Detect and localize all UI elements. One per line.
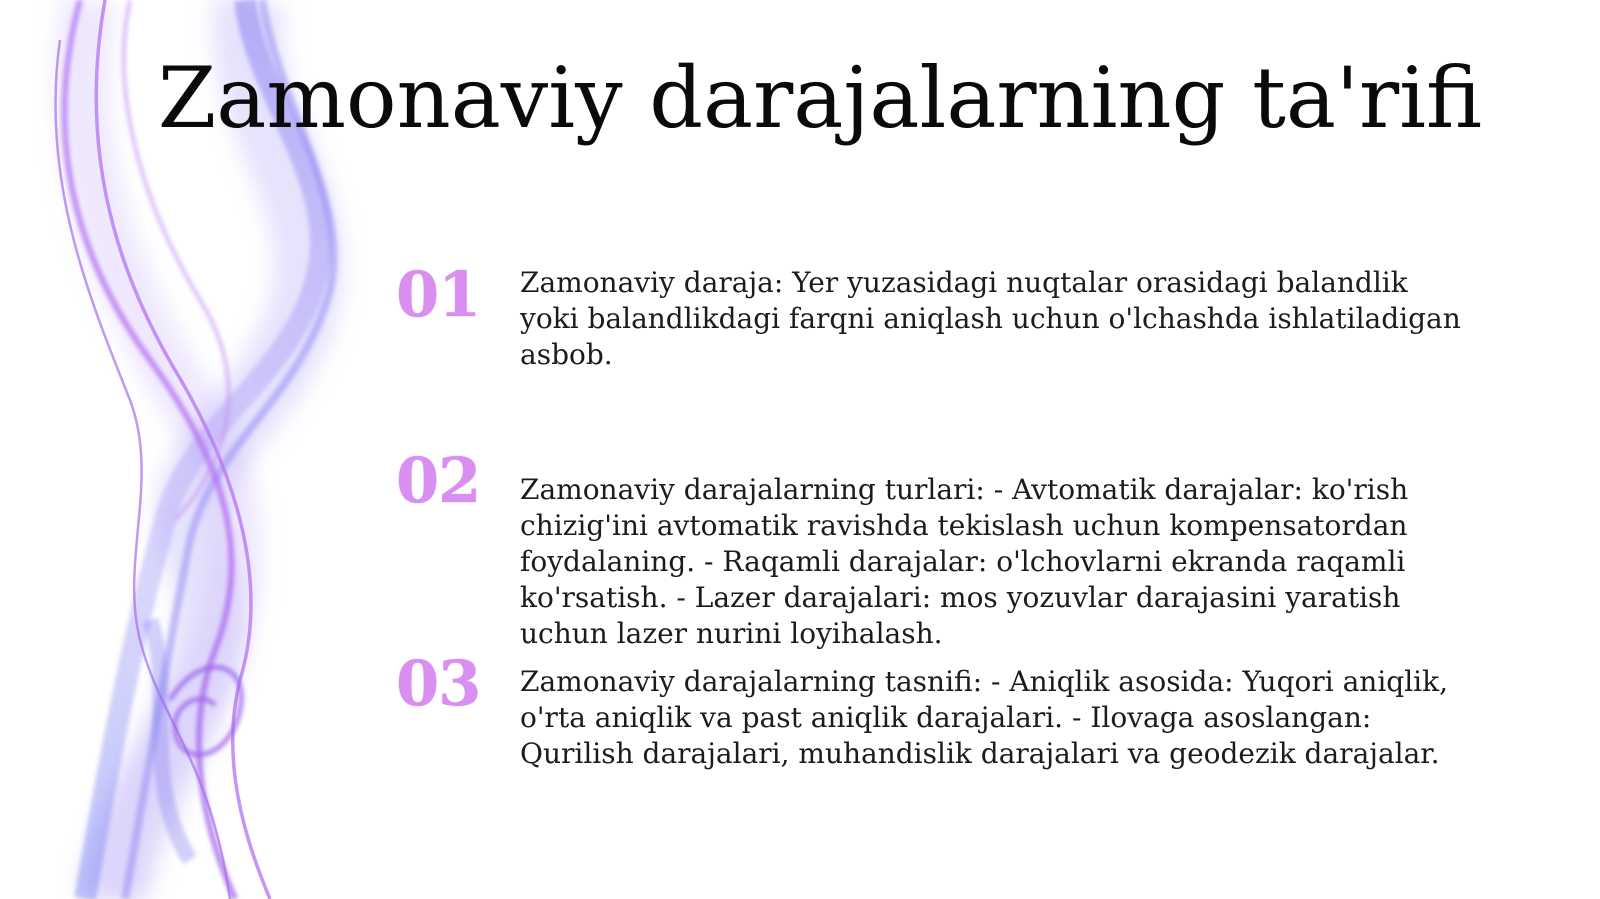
- item-text: Zamonaviy darajalarning tasnifi: - Aniqlik asosida: Yuqori aniqlik, o'rta aniqlik va past aniqlik darajalari. - Ilovaga asoslangan: Qurilish darajalari, muhandislik darajalari va geodezik darajalar.: [520, 665, 1448, 770]
- slide-title: Zamonaviy darajalarning ta'rifi: [157, 49, 1483, 147]
- item-number: 03: [396, 647, 481, 720]
- item-number: 01: [396, 258, 481, 331]
- item-text: Zamonaviy daraja: Yer yuzasidagi nuqtalar orasidagi balandlik yoki balandlikdagi farqni aniqlash uchun o'lchashda ishlatiladigan asbob.: [520, 266, 1461, 371]
- item-text: Zamonaviy darajalarning turlari: - Avtomatik darajalar: ko'rish chizig'ini avtomatik ravishda tekislash uchun kompensatordan foydalaning. - Raqamli darajalar: o'lchovlarni ekranda raqamli ko'rsatish. - Lazer darajalari: mos yozuvlar darajasini yaratish uchun lazer nurini loyihalash.: [520, 473, 1409, 650]
- item-number: 02: [396, 444, 481, 517]
